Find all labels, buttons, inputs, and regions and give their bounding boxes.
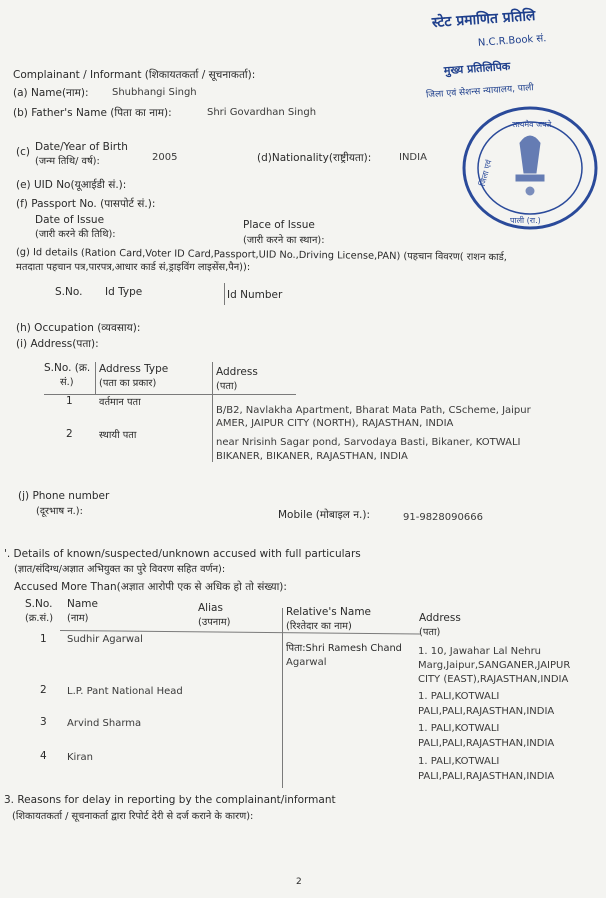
- id-col-sno: S.No.: [55, 286, 83, 298]
- addr-col-type-1: Address Type: [99, 363, 169, 375]
- accused-row-1-relative-2: Agarwal: [286, 657, 327, 668]
- accused-col-alias-1: Alias: [198, 602, 223, 614]
- nationality-value: INDIA: [399, 152, 427, 163]
- name-value: Shubhangi Singh: [112, 87, 197, 98]
- accused-row-1-sno: 1: [40, 633, 47, 645]
- father-name-label: (b) Father's Name (पिता का नाम):: [13, 107, 172, 119]
- addr-col-type-2: (पता का प्रकार): [99, 378, 157, 389]
- page-number: 2: [296, 877, 302, 887]
- phone-label-2: (दूरभाष न.):: [36, 506, 83, 517]
- accused-address-line-9: PALI,PALI,RAJASTHAN,INDIA: [418, 771, 555, 782]
- accused-row-2-name: L.P. Pant National Head: [67, 686, 183, 697]
- issue-date-label-1: Date of Issue: [35, 214, 105, 226]
- addr-col-sno-2: सं.): [60, 377, 74, 388]
- mobile-label: Mobile (मोबाइल न.):: [278, 509, 371, 521]
- issue-place-label-2: (जारी करने का स्थान):: [243, 235, 325, 246]
- accused-row-1-relative-1: पिता:Shri Ramesh Chand: [286, 643, 402, 654]
- addr-col-sno-1: S.No. (क्र.: [44, 362, 91, 374]
- accused-row-4-sno: 4: [40, 750, 47, 762]
- accused-row-4-name: Kiran: [67, 752, 93, 763]
- addr-table-divider-1: [95, 362, 96, 394]
- dob-value: 2005: [152, 152, 178, 163]
- accused-address-line-7: PALI,PALI,RAJASTHAN,INDIA: [418, 738, 555, 749]
- accused-col-sno-1: S.No.: [25, 598, 53, 610]
- accused-col-sno-2: (क्र.सं.): [25, 613, 54, 624]
- occupation-label: (h) Occupation (व्यवसाय):: [16, 322, 141, 334]
- delay-heading-1: 3. Reasons for delay in reporting by the complainant/informant: [4, 794, 336, 806]
- delay-heading-2: (शिकायतकर्ता / सूचनाकर्ता द्वारा रिपोर्ट देरी से दर्ज कराने के कारण):: [12, 811, 254, 822]
- accused-row-1-name: Sudhir Agarwal: [67, 634, 143, 645]
- complainant-heading: Complainant / Informant (शिकायतकर्ता / सूचनाकर्ता):: [13, 69, 256, 81]
- accused-col-alias-2: (उपनाम): [198, 617, 231, 628]
- stamp-line-1: स्टेट प्रमाणित प्रतिलि: [431, 7, 536, 32]
- father-name-value: Shri Govardhan Singh: [207, 107, 317, 118]
- id-col-number: Id Number: [227, 289, 283, 301]
- accused-col-relative-1: Relative's Name: [286, 606, 372, 618]
- id-details-label-2: मतदाता पहचान पत्र,पारपत्र,आधार कार्ड सं,ड्राइविंग लाइसेंस,पैन)):: [16, 262, 251, 273]
- dob-label-2: (जन्म तिथि/ वर्ष):: [35, 156, 100, 167]
- addr-table-header-rule: [44, 394, 296, 395]
- issue-date-label-2: (जारी करने की तिथि):: [35, 229, 116, 240]
- accused-row-3-name: Arvind Sharma: [67, 718, 142, 729]
- accused-col-relative-2: (रिश्तेदार का नाम): [286, 621, 352, 632]
- accused-address-line-8: 1. PALI,KOTWALI: [418, 756, 500, 767]
- addr-row-2-line-1: near Nrisinh Sagar pond, Sarvodaya Basti, Bikaner, KOTWALI: [216, 437, 521, 448]
- accused-address-line-1: 1. 10, Jawahar Lal Nehru: [418, 646, 542, 657]
- seal-top-text: सत्यमेव जयते: [512, 120, 552, 129]
- accused-col-name-1: Name: [67, 598, 98, 610]
- id-col-type: Id Type: [105, 286, 143, 298]
- stamp-line-2: N.C.R.Book सं.: [477, 33, 547, 49]
- uid-label: (e) UID No(यूआईडी सं.):: [16, 179, 127, 191]
- accused-heading-1: '. Details of known/suspected/unknown accused with full particulars: [4, 548, 361, 560]
- addr-row-1-type: वर्तमान पता: [99, 397, 141, 408]
- dob-label-1: Date/Year of Birth: [35, 141, 128, 153]
- addr-table-divider-2: [212, 362, 213, 462]
- accused-col-name-2: (नाम): [67, 613, 89, 624]
- addr-row-2-type: स्थायी पता: [99, 430, 137, 441]
- nationality-label: (d)Nationality(राष्ट्रीयता):: [257, 152, 372, 164]
- addr-row-1-sno: 1: [66, 395, 73, 407]
- addr-row-2-line-2: BIKANER, BIKANER, RAJASTHAN, INDIA: [216, 451, 408, 462]
- accused-col-address-1: Address: [419, 612, 461, 624]
- name-label: (a) Name(नाम):: [13, 87, 89, 99]
- accused-more-than: Accused More Than(अज्ञात आरोपी एक से अधिक हो तो संख्या):: [14, 581, 287, 593]
- addr-col-addr-1: Address: [216, 366, 258, 378]
- id-table-divider: [224, 283, 225, 305]
- addr-row-1-line-2: AMER, JAIPUR CITY (NORTH), RAJASTHAN, INDIA: [216, 418, 454, 429]
- accused-address-line-4: 1. PALI,KOTWALI: [418, 691, 500, 702]
- addr-col-addr-2: (पता): [216, 381, 238, 392]
- dob-label-prefix: (c): [16, 146, 30, 158]
- accused-address-line-6: 1. PALI,KOTWALI: [418, 723, 500, 734]
- stamp-line-4: जिला एवं सेशन्स न्यायालय, पाली: [425, 83, 535, 101]
- accused-address-line-2: Marg,Jaipur,SANGANER,JAIPUR: [418, 660, 571, 671]
- issue-place-label-1: Place of Issue: [243, 219, 315, 231]
- addr-row-2-sno: 2: [66, 428, 73, 440]
- seal-bottom-text: पाली (रा.): [510, 216, 541, 225]
- addr-row-1-line-1: B/B2, Navlakha Apartment, Bharat Mata Path, CScheme, Jaipur: [216, 405, 531, 416]
- address-label: (i) Address(पता):: [16, 338, 99, 350]
- accused-table-divider: [282, 608, 283, 788]
- court-stamp: [425, 3, 606, 243]
- passport-label: (f) Passport No. (पासपोर्ट सं.):: [16, 198, 156, 210]
- seal-left-text: जिला एवं: [477, 158, 494, 188]
- id-details-label-1: (g) Id details (Ration Card,Voter ID Card,Passport,UID No.,Driving License,PAN) (पहचान विवरण( राशन कार्ड,: [15, 247, 508, 264]
- mobile-value: 91-9828090666: [403, 512, 483, 523]
- accused-row-2-sno: 2: [40, 684, 47, 696]
- phone-label-1: (j) Phone number: [18, 490, 110, 502]
- accused-row-3-sno: 3: [40, 716, 47, 728]
- accused-address-line-5: PALI,PALI,RAJASTHAN,INDIA: [418, 706, 555, 717]
- accused-heading-2: (ज्ञात/संदिग्ध/अज्ञात अभियुक्त का पुरे विवरण सहित वर्णन):: [14, 564, 226, 575]
- accused-col-address-2: (पता): [419, 627, 441, 638]
- accused-address-line-3: CITY (EAST),RAJASTHAN,INDIA: [418, 674, 569, 685]
- stamp-line-3: मुख्य प्रतिलिपिक: [443, 59, 511, 78]
